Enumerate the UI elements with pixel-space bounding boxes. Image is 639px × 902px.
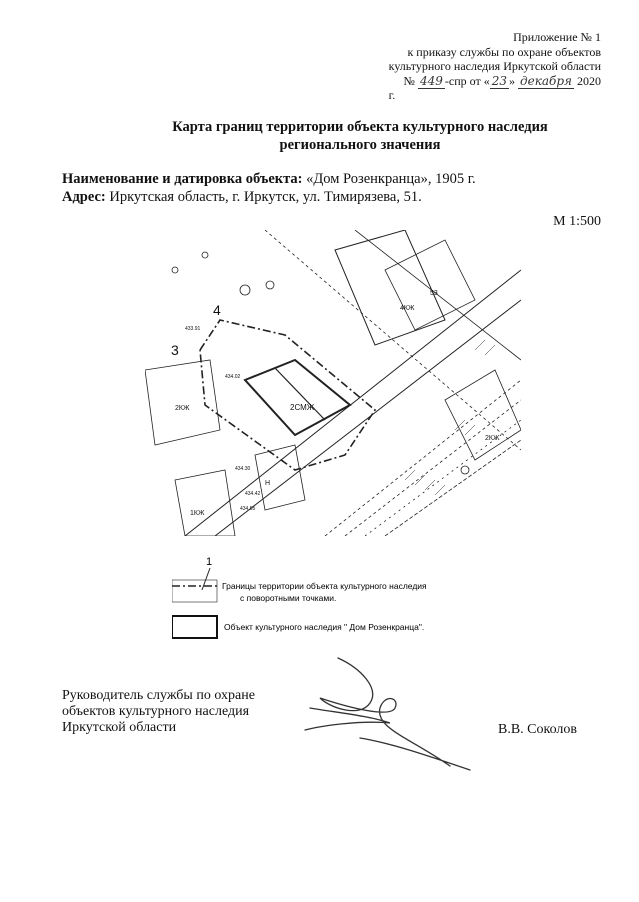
legend-object-text: Объект культурного наследия " Дом Розенкранца". — [224, 622, 425, 632]
svg-text:434.42: 434.42 — [245, 491, 261, 497]
map-scale: М 1:500 — [553, 214, 601, 229]
svg-text:434.02: 434.02 — [225, 374, 241, 380]
appendix-block — [389, 30, 601, 103]
appendix-year-suffix: г. — [388, 88, 396, 102]
svg-text:1КЖ: 1КЖ — [190, 510, 205, 517]
cadastral-map — [145, 230, 521, 536]
object-info — [62, 170, 476, 206]
legend-drawing — [172, 556, 462, 646]
svg-text:2КЖ: 2КЖ — [485, 435, 500, 442]
order-day-handwritten: 23 — [491, 73, 508, 88]
boundary-point-3: 3 — [171, 342, 179, 358]
signatory-title: Руководитель службы по охране объектов культурного наследия Иркутской области — [62, 688, 255, 735]
svg-text:Н: Н — [265, 480, 271, 487]
appendix-order-line: к приказу службы по охране объектов — [407, 44, 601, 59]
object-address-line: Адрес: Иркутская область, г. Иркутск, ул. Тимирязева, 51. — [62, 189, 422, 205]
svg-text:434.30: 434.30 — [235, 466, 251, 472]
page-title: Карта границ территории объекта культурного наследия регионального значения — [172, 119, 548, 153]
order-number-handwritten: 449 — [419, 73, 443, 88]
legend-boundary-text-1: Границы территории объекта культурного наследия — [222, 581, 427, 591]
svg-text:433.91: 433.91 — [185, 326, 201, 332]
map-legend — [172, 556, 462, 648]
signatory-name: В.В. Соколов — [498, 722, 578, 737]
order-month-handwritten: декабря — [520, 73, 572, 88]
legend-callout-number: 1 — [206, 556, 213, 568]
map-drawing — [145, 230, 521, 536]
svg-text:434.55: 434.55 — [240, 506, 256, 512]
handwritten-signature — [300, 648, 490, 778]
appendix-order-number: № 449 -спр от « 23 » декабря 2020 — [403, 73, 601, 88]
appendix-title: Приложение № 1 — [513, 30, 601, 44]
object-name-line: Наименование и датировка объекта: «Дом Розенкранца», 1905 г. — [62, 171, 476, 187]
building-label-object: 2СМЖ — [290, 403, 315, 412]
boundary-point-4: 4 — [213, 302, 221, 318]
svg-text:53: 53 — [430, 290, 438, 297]
svg-text:4КЖ: 4КЖ — [400, 305, 415, 312]
legend-boundary-text-2: с поворотными точками. — [240, 593, 337, 603]
appendix-agency-line: культурного наследия Иркутской области — [388, 59, 601, 73]
svg-text:2КЖ: 2КЖ — [175, 405, 190, 412]
